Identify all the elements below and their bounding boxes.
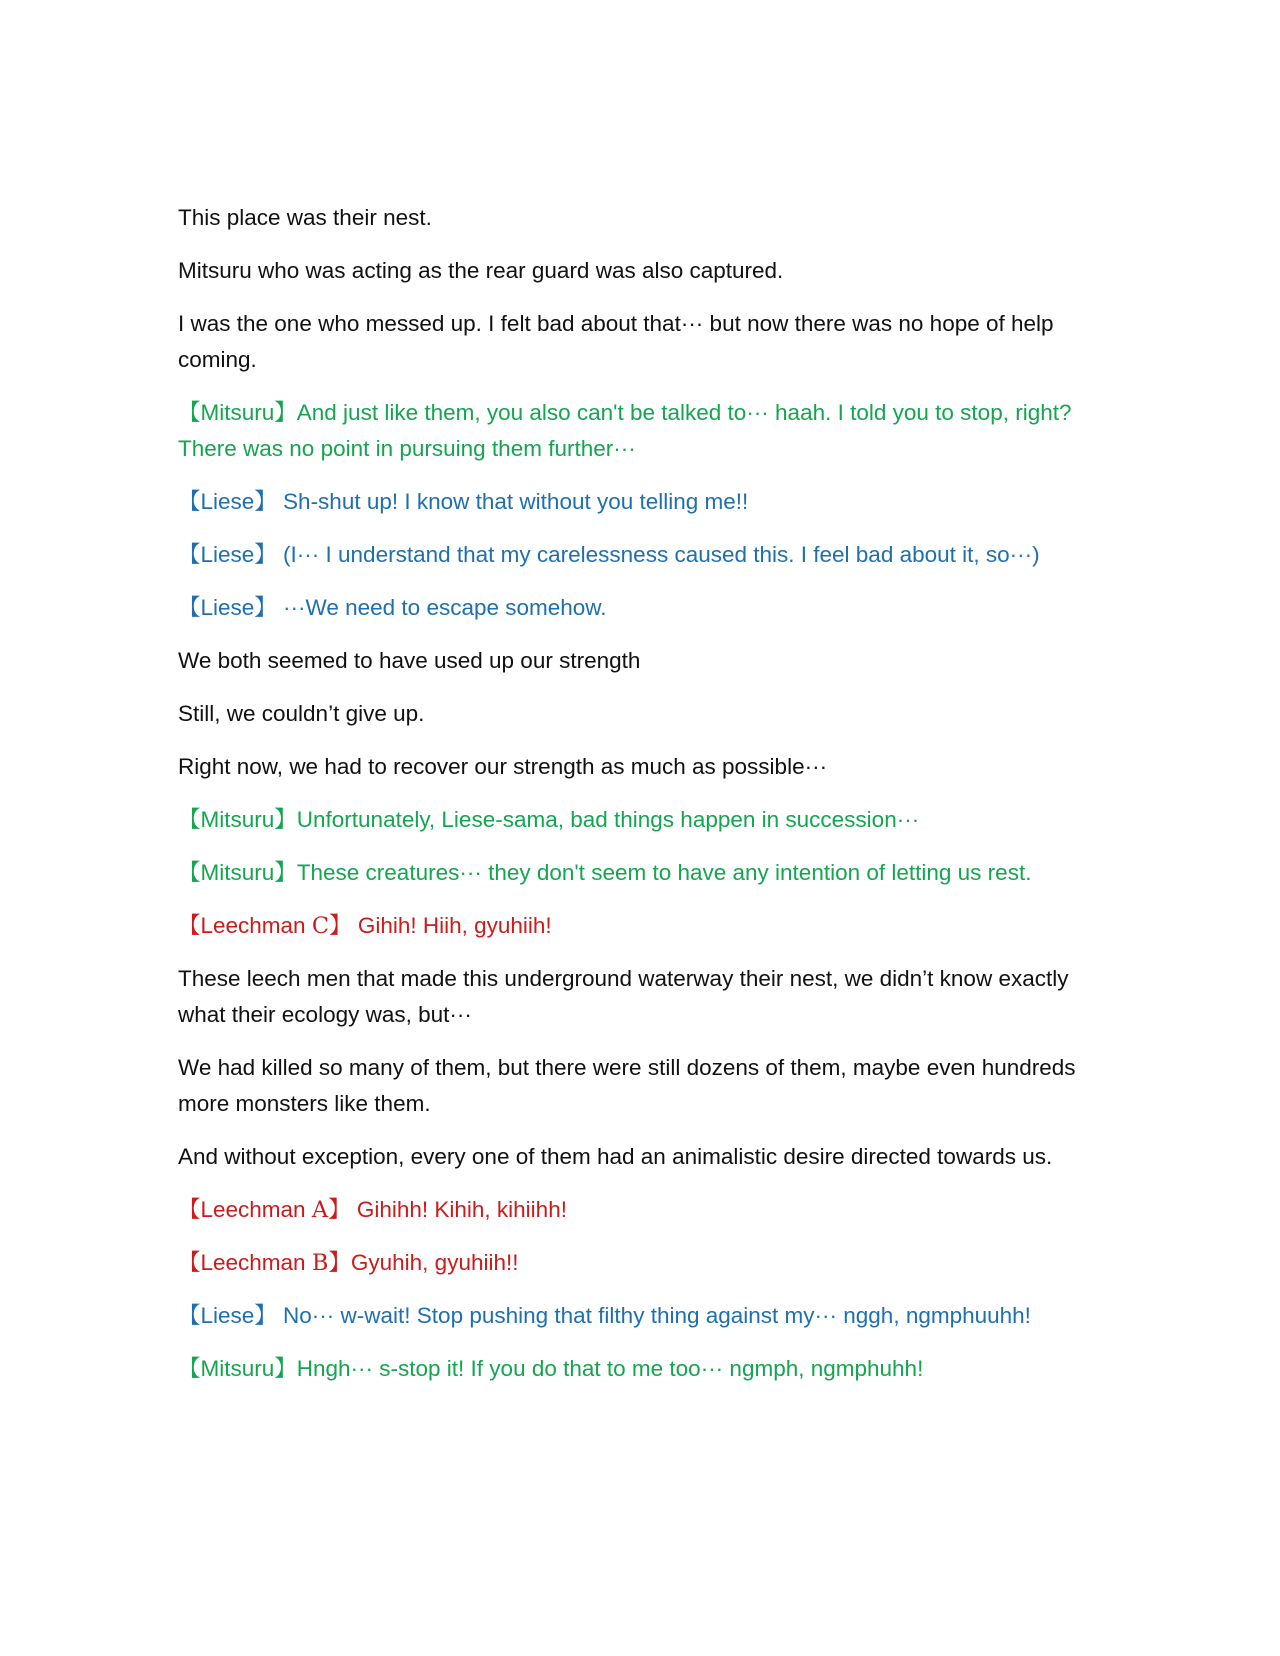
dialogue-liese bbox=[178, 1298, 1108, 1334]
speaker-bracket-close: 】 bbox=[329, 913, 352, 938]
document-page bbox=[178, 200, 1108, 1404]
narration-text: I was the one who messed up. I felt bad about that··· but now there was no hope of help coming. bbox=[178, 311, 1054, 372]
narration-paragraph bbox=[178, 306, 1108, 378]
dialogue-mitsuru bbox=[178, 395, 1108, 467]
speaker-letter: A bbox=[311, 1197, 329, 1223]
dialogue-mitsuru bbox=[178, 1351, 1108, 1387]
speaker-letter: C bbox=[311, 913, 330, 939]
narration-paragraph bbox=[178, 200, 1108, 236]
narration-paragraph bbox=[178, 253, 1108, 289]
speaker-bracket-close: 】 bbox=[328, 1250, 351, 1275]
speaker-name: 【Leechman bbox=[178, 1250, 312, 1275]
dialogue-mitsuru bbox=[178, 855, 1108, 891]
dialogue-text: Unfortunately, Liese-sama, bad things happen in succession··· bbox=[296, 807, 920, 832]
speaker-label: 【Mitsuru】 bbox=[178, 400, 297, 425]
speaker-label: 【Mitsuru】 bbox=[178, 1356, 297, 1381]
speaker-letter: B bbox=[311, 1250, 329, 1276]
narration-paragraph bbox=[178, 1050, 1108, 1122]
dialogue-leechman-b bbox=[178, 1245, 1108, 1281]
dialogue-text: These creatures··· they don't seem to have any intention of letting us rest. bbox=[296, 860, 1032, 885]
narration-paragraph bbox=[178, 749, 1108, 785]
dialogue-liese bbox=[178, 590, 1108, 626]
speaker-name: 【Leechman bbox=[178, 1197, 312, 1222]
speaker-label: 【Mitsuru】 bbox=[178, 860, 297, 885]
dialogue-leechman-c bbox=[178, 908, 1108, 944]
speaker-bracket-close: 】 bbox=[328, 1197, 351, 1222]
narration-text: This place was their nest. bbox=[178, 205, 432, 230]
speaker-label bbox=[178, 913, 352, 938]
speaker-label: 【Mitsuru】 bbox=[178, 807, 297, 832]
narration-text: Still, we couldn’t give up. bbox=[178, 701, 425, 726]
speaker-label bbox=[178, 1250, 351, 1275]
dialogue-text: No··· w-wait! Stop pushing that filthy thing against my··· nggh, ngmphuuhh! bbox=[276, 1303, 1031, 1328]
dialogue-text: Hngh··· s-stop it! If you do that to me too··· ngmph, ngmphuhh! bbox=[296, 1356, 924, 1381]
speaker-label bbox=[178, 1197, 351, 1222]
speaker-label: 【Liese】 bbox=[178, 1303, 277, 1328]
dialogue-liese bbox=[178, 484, 1108, 520]
dialogue-text: Gihihh! Kihih, kihiihh! bbox=[350, 1197, 567, 1222]
narration-text: And without exception, every one of them had an animalistic desire directed towards us. bbox=[178, 1144, 1053, 1169]
narration-text: We both seemed to have used up our strength bbox=[178, 648, 641, 673]
dialogue-text: Gihih! Hiih, gyuhiih! bbox=[351, 913, 552, 938]
speaker-label: 【Liese】 bbox=[178, 489, 277, 514]
dialogue-text: Sh-shut up! I know that without you telling me!! bbox=[276, 489, 749, 514]
narration-paragraph bbox=[178, 961, 1108, 1033]
dialogue-leechman-a bbox=[178, 1192, 1108, 1228]
dialogue-text: (I··· I understand that my carelessness caused this. I feel bad about it, so···) bbox=[276, 542, 1040, 567]
dialogue-liese bbox=[178, 537, 1108, 573]
narration-text: We had killed so many of them, but there were still dozens of them, maybe even hundreds more monsters like them. bbox=[178, 1055, 1076, 1116]
speaker-label: 【Liese】 bbox=[178, 595, 277, 620]
narration-paragraph bbox=[178, 696, 1108, 732]
narration-text: Right now, we had to recover our strength as much as possible··· bbox=[178, 754, 828, 779]
dialogue-text: Gyuhih, gyuhiih!! bbox=[350, 1250, 519, 1275]
narration-text: Mitsuru who was acting as the rear guard was also captured. bbox=[178, 258, 784, 283]
dialogue-text: And just like them, you also can't be talked to··· haah. I told you to stop, right? There was no point in pursuing them further··· bbox=[178, 400, 1072, 461]
dialogue-text: ···We need to escape somehow. bbox=[276, 595, 607, 620]
speaker-name: 【Leechman bbox=[178, 913, 312, 938]
speaker-label: 【Liese】 bbox=[178, 542, 277, 567]
narration-paragraph bbox=[178, 1139, 1108, 1175]
narration-text: These leech men that made this underground waterway their nest, we didn’t know exactly what their ecology was, but··· bbox=[178, 966, 1069, 1027]
narration-paragraph bbox=[178, 643, 1108, 679]
dialogue-mitsuru bbox=[178, 802, 1108, 838]
